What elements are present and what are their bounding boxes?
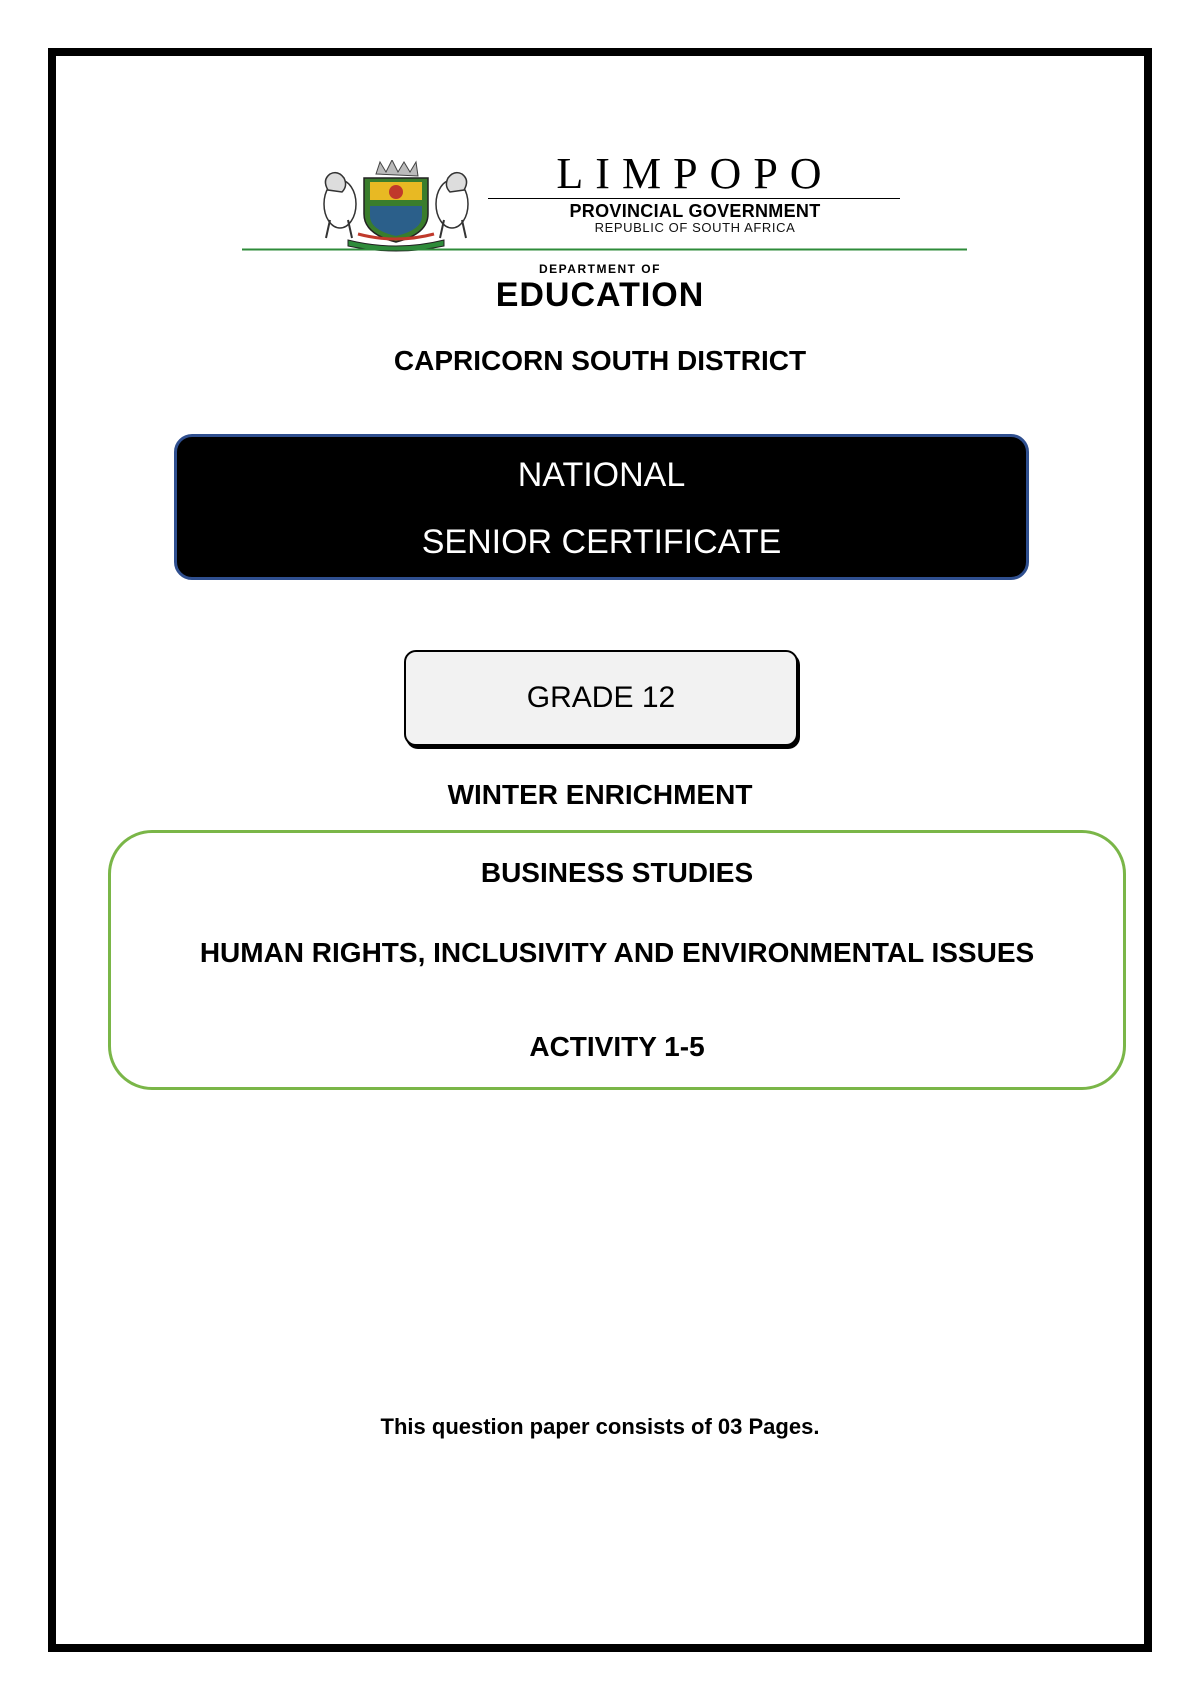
republic-label: REPUBLIC OF SOUTH AFRICA — [594, 220, 796, 235]
topic-title: HUMAN RIGHTS, INCLUSIVITY AND ENVIRONMENTAL ISSUES — [199, 937, 1035, 968]
limpopo-coat-of-arms-icon — [318, 160, 474, 252]
page-count-note: This question paper consists of 03 Pages. — [380, 1414, 820, 1439]
provincial-government-label: PROVINCIAL GOVERNMENT — [569, 201, 821, 221]
programme-title: WINTER ENRICHMENT — [447, 779, 753, 810]
certificate-line-1: NATIONAL — [517, 456, 686, 494]
certificate-line-2: SENIOR CERTIFICATE — [421, 523, 782, 561]
province-name: LIMPOPO — [556, 149, 834, 198]
subject-title: BUSINESS STUDIES — [480, 857, 754, 888]
department-of-label: DEPARTMENT OF — [539, 262, 661, 276]
district-title: CAPRICORN SOUTH DISTRICT — [393, 345, 807, 376]
province-rule — [488, 198, 900, 199]
activity-title: ACTIVITY 1-5 — [529, 1031, 705, 1062]
department-name: EDUCATION — [495, 276, 705, 314]
grade-label: GRADE 12 — [526, 681, 676, 714]
green-divider — [242, 248, 967, 251]
